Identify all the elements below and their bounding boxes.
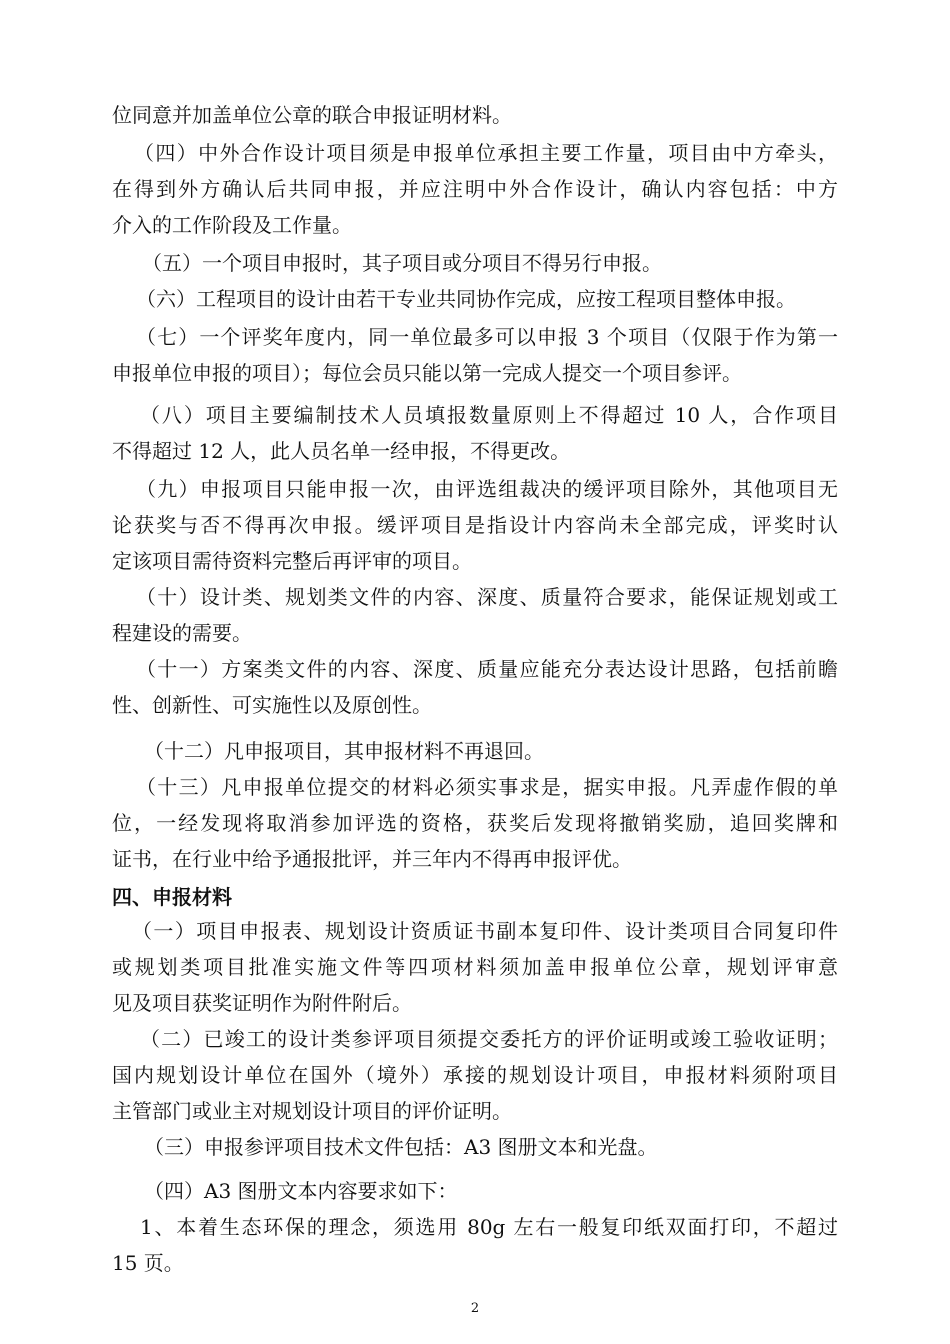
paragraph-line: （三）申报参评项目技术文件包括：A3 图册文本和光盘。 — [144, 1135, 658, 1159]
paragraph-line: 不得超过 12 人，此人员名单一经申报，不得更改。 — [112, 439, 571, 463]
paragraph-line: 1、本着生态环保的理念，须选用 80g 左右一般复印纸双面打印，不超过 — [140, 1215, 838, 1239]
paragraph-line: 在得到外方确认后共同申报，并应注明中外合作设计，确认内容包括：中方 — [112, 177, 838, 201]
page-number: 2 — [470, 1301, 480, 1316]
paragraph-line: 定该项目需待资料完整后再评审的项目。 — [112, 549, 472, 573]
section-heading: 四、申报材料 — [112, 885, 232, 909]
paragraph-line: （九）申报项目只能申报一次，由评选组裁决的缓评项目除外，其他项目无 — [136, 477, 838, 501]
paragraph-line: 位，一经发现将取消参加评选的资格，获奖后发现将撤销奖励，追回奖牌和 — [112, 811, 838, 835]
paragraph-line: （十二）凡申报项目，其申报材料不再退回。 — [144, 739, 544, 763]
paragraph-line: （二）已竣工的设计类参评项目须提交委托方的评价证明或竣工验收证明； — [140, 1027, 838, 1051]
paragraph-line: （六）工程项目的设计由若干专业共同协作完成，应按工程项目整体申报。 — [136, 287, 796, 311]
paragraph-line: （八）项目主要编制技术人员填报数量原则上不得超过 10 人，合作项目 — [140, 403, 838, 427]
paragraph-line: （十三）凡申报单位提交的材料必须实事求是，据实申报。凡弄虚作假的单 — [136, 775, 838, 799]
paragraph-line: （十一）方案类文件的内容、深度、质量应能充分表达设计思路，包括前瞻 — [136, 657, 838, 681]
paragraph-line: （七）一个评奖年度内，同一单位最多可以申报 3 个项目（仅限于作为第一 — [136, 325, 838, 349]
paragraph-line: 证书，在行业中给予通报批评，并三年内不得再申报评优。 — [112, 847, 632, 871]
paragraph-line: 论获奖与否不得再次申报。缓评项目是指设计内容尚未全部完成，评奖时认 — [112, 513, 838, 537]
paragraph-line: 申报单位申报的项目）；每位会员只能以第一完成人提交一个项目参评。 — [112, 361, 742, 385]
paragraph-line: （五）一个项目申报时，其子项目或分项目不得另行申报。 — [142, 251, 662, 275]
paragraph-line: 主管部门或业主对规划设计项目的评价证明。 — [112, 1099, 512, 1123]
paragraph-line: （四）A3 图册文本内容要求如下： — [144, 1179, 458, 1203]
paragraph-line: 见及项目获奖证明作为附件附后。 — [112, 991, 412, 1015]
paragraph-line: 介入的工作阶段及工作量。 — [112, 213, 352, 237]
paragraph-line: （一）项目申报表、规划设计资质证书副本复印件、设计类项目合同复印件 — [132, 919, 838, 943]
paragraph-line: 或规划类项目批准实施文件等四项材料须加盖申报单位公章，规划评审意 — [112, 955, 838, 979]
paragraph-line: 位同意并加盖单位公章的联合申报证明材料。 — [112, 103, 512, 127]
paragraph-line: （十）设计类、规划类文件的内容、深度、质量符合要求，能保证规划或工 — [136, 585, 838, 609]
paragraph-line: 程建设的需要。 — [112, 621, 252, 645]
paragraph-line: 15 页。 — [112, 1251, 184, 1275]
paragraph-line: 性、创新性、可实施性以及原创性。 — [112, 693, 432, 717]
paragraph-line: （四）中外合作设计项目须是申报单位承担主要工作量，项目由中方牵头， — [134, 141, 838, 165]
paragraph-line: 国内规划设计单位在国外（境外）承接的规划设计项目，申报材料须附项目 — [112, 1063, 838, 1087]
